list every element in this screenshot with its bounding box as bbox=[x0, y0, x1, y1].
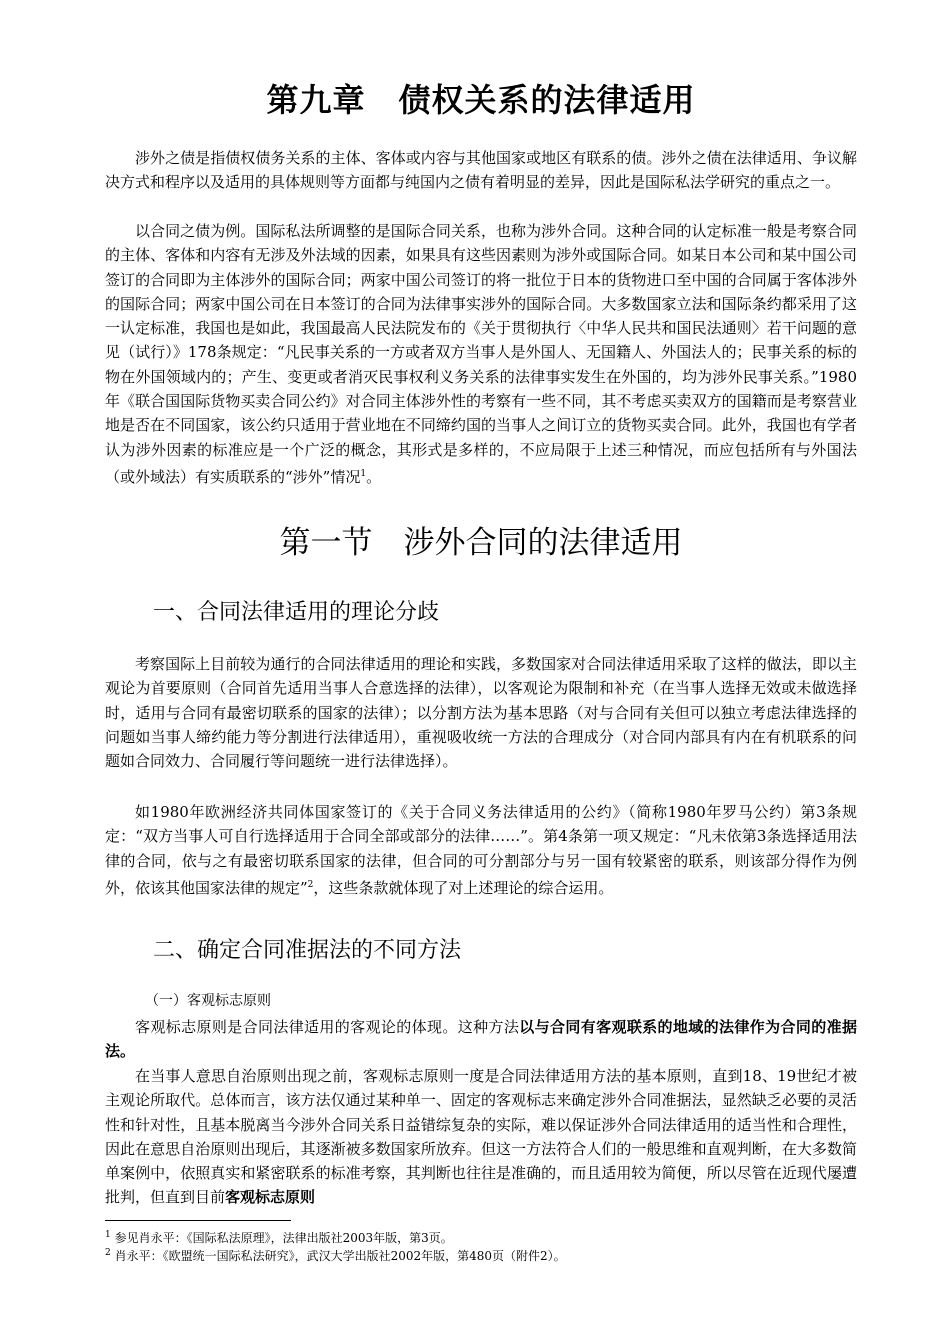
footnote-divider bbox=[105, 1220, 291, 1221]
footnote-2-text: 肖永平：《欧盟统一国际私法研究》，武汉大学出版社2002年版，第480页（附件2）。 bbox=[114, 1249, 566, 1263]
footnote-ref-1[interactable]: 1 bbox=[360, 468, 367, 479]
footnote-ref-2[interactable]: 2 bbox=[307, 879, 314, 890]
subsection-2-paragraph-2-bold: 客观标志原则 bbox=[225, 1188, 316, 1207]
chapter-title: 第九章 债权关系的法律适用 bbox=[266, 81, 696, 119]
subsection-2-paragraph-2-text: 在当事人意思自治原则出现之前，客观标志原则一度是合同法律适用方法的基本原则，直到18、19世纪才被主观论所取代。总体而言，该方法仅通过某种单一、固定的客观标志来确定涉外合同准据法，显然缺乏必要的灵活性和针对性，且基本脱离当今涉外合同关系日益错综复杂的实际，难以保证涉外合同法律适用的适当性和合理性，因此在意思自治原则出现后，其逐渐被多数国家所放弃。但这一方法符合人们的一般思维和直观判断，在大多数简单案例中，依照真实和紧密联系的标准考察，其判断也往往是准确的，而且适用较为简便，所以尽管在近现代屡遭批判，但直到目前 bbox=[105, 1067, 857, 1207]
intro-paragraph-2 bbox=[105, 219, 857, 489]
intro-paragraph-2-end: 。 bbox=[366, 467, 382, 486]
subsection-1-paragraph-2 bbox=[105, 800, 857, 900]
subsection-2-title: 二、确定合同准据法的不同方法 bbox=[153, 938, 462, 963]
subsection-1-title: 一、合同法律适用的理论分歧 bbox=[153, 600, 440, 625]
intro-paragraph-2-text: 以合同之债为例。国际私法所调整的是国际合同关系，也称为涉外合同。这种合同的认定标准一般是考察合同的主体、客体和内容有无涉及外法域的因素，如果具有这些因素则为涉外或国际合同。如某日本公司和某中国公司签订的合同即为主体涉外的国际合同；两家中国公司签订的将一批位于日本的货物进口至中国的合同属于客体涉外的国际合同；两家中国公司在日本签订的合同为法律事实涉外的国际合同。大多数国家立法和国际条约都采用了这一认定标准，我国也是如此，我国最高人民法院发布的《关于贯彻执行〈中华人民共和国民法通则〉若干问题的意见（试行）》178条规定：“凡民事关系的一方或者双方当事人是外国人、无国籍人、外国法人的；民事关系的标的物在外国领域内的；产生、变更或者消灭民事权利义务关系的法律事实发生在外国的，均为涉外民事关系。”1980年《联合国国际货物买卖合同公约》对合同主体涉外性的考察有一些不同，其不考虑买卖双方的国籍而是考察营业地是否在不同国家，该公约只适用于营业地在不同缔约国的当事人之间订立的货物买卖合同。此外，我国也有学者认为涉外因素的标准应是一个广泛的概念，其形式是多样的，不应局限于上述三种情况，而应包括所有与外国法（或外域法）有实质联系的“涉外”情况 bbox=[105, 222, 857, 486]
subsection-2-paragraph-2 bbox=[105, 1064, 857, 1210]
subsection-1-paragraph-1: 考察国际上目前较为通行的合同法律适用的理论和实践，多数国家对合同法律适用采取了这样的做法，即以主观论为首要原则（合同首先适用当事人合意选择的法律），以客观论为限制和补充（在当事人选择无效或未做选择时，适用与合同有最密切联系的国家的法律）；以分割方法为基本思路（对与合同有关但可以独立考虑法律选择的问题如当事人缔约能力等分割进行法律适用），重视吸收统一方法的合理成分（对合同内部具有内在有机联系的问题如合同效力、合同履行等问题统一进行法律选择）。 bbox=[105, 655, 857, 771]
subsection-2-paragraph-1-text: 客观标志原则是合同法律适用的客观论的体现。这种方法 bbox=[135, 1018, 520, 1036]
intro-paragraph-1: 涉外之债是指债权债务关系的主体、客体或内容与其他国家或地区有联系的债。涉外之债在法律适用、争议解决方式和程序以及适用的具体规则等方面都与纯国内之债有着明显的差异，因此是国际私法学研究的重点之一。 bbox=[105, 149, 857, 192]
objective-criteria-heading: （一）客观标志原则 bbox=[145, 993, 271, 1009]
subsection-1-paragraph-2-text: 如1980年欧洲经济共同体国家签订的《关于合同义务法律适用的公约》（简称1980年罗马公约）第3条规定：“双方当事人可自行选择适用于合同全部或部分的法律……”。第4条第一项又规定：“凡未依第3条选择适用法律的合同，依与之有最密切联系国家的法律，但合同的可分割部分与另一国有较紧密的联系，则该部分得作为例外，依该其他国家法律的规定” bbox=[105, 803, 857, 897]
footnote-1-text: 参见肖永平：《国际私法原理》，法律出版社2003年版，第3页。 bbox=[114, 1231, 453, 1245]
section-1-title: 第一节 涉外合同的法律适用 bbox=[279, 525, 683, 561]
footnote-2 bbox=[105, 1244, 857, 1265]
subsection-2-paragraph-1-bold: 以与合同有客观联系的地域的法律作为合同的准据法。 bbox=[105, 1018, 857, 1061]
footnote-1-number: 1 bbox=[105, 1230, 111, 1240]
subsection-1-paragraph-2-end: ，这些条款就体现了对上述理论的综合运用。 bbox=[313, 878, 614, 897]
footnote-2-number: 2 bbox=[105, 1248, 111, 1258]
subsection-2-paragraph-1 bbox=[105, 1015, 857, 1064]
